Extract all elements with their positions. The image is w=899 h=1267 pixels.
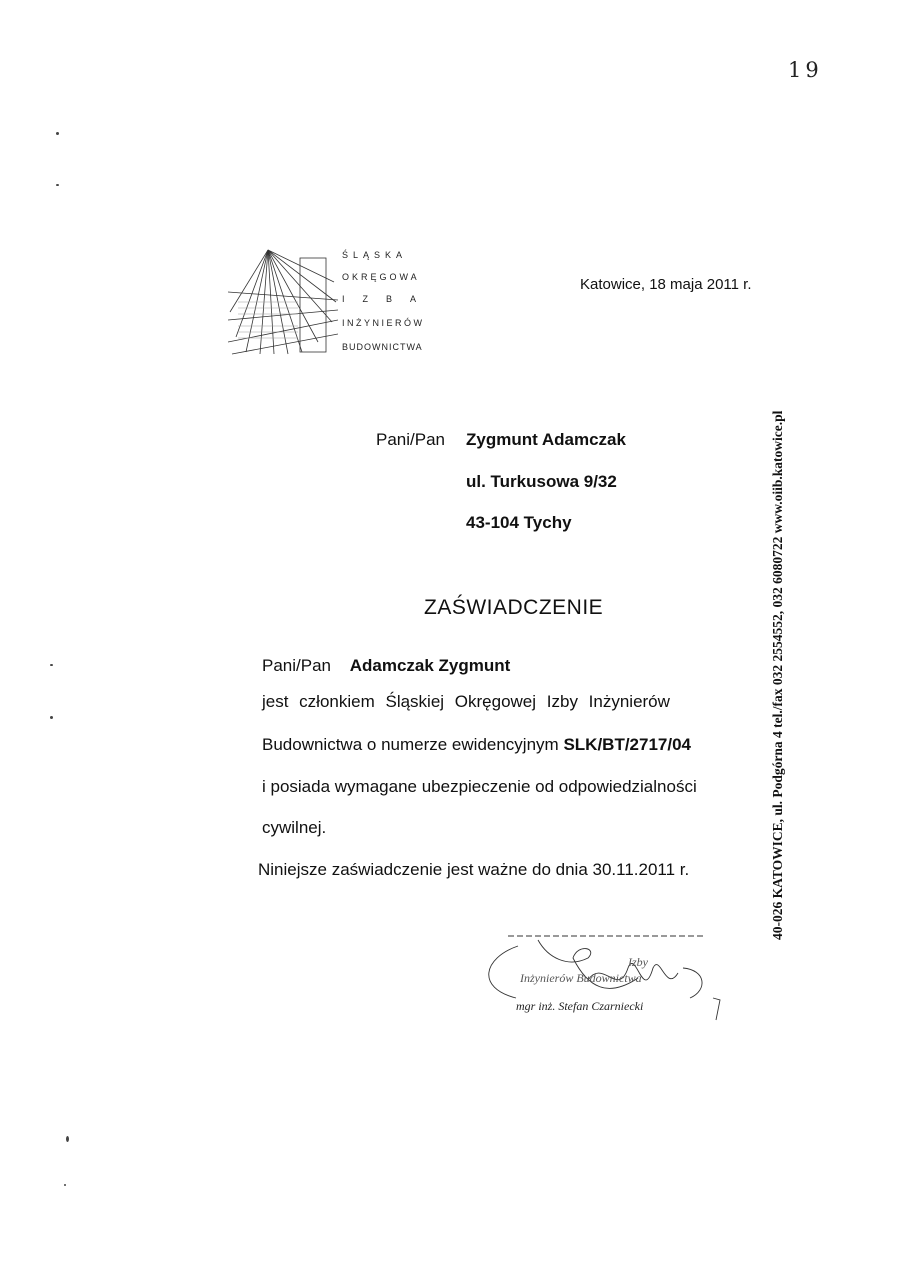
- recipient-city: 43-104 Tychy: [466, 513, 572, 532]
- scan-speck: [66, 1136, 69, 1142]
- body-line-4: cywilnej.: [262, 818, 327, 837]
- svg-text:Izby: Izby: [628, 955, 648, 969]
- scan-speck: [50, 716, 53, 719]
- body-line-2: [262, 735, 691, 755]
- signature-stamp: [478, 928, 728, 1028]
- org-name-line-4: INŻYNIERÓW: [342, 318, 425, 328]
- body-line-3: i posiada wymagane ubezpieczenie od odpowiedzialności: [262, 777, 697, 796]
- body-line-2-prefix: Budownictwa o numerze ewidencyjnym: [262, 735, 559, 754]
- body-line-1: jest członkiem Śląskiej Okręgowej Izby Inżynierów: [262, 692, 670, 711]
- scan-speck: [56, 132, 59, 135]
- date-line: Katowice, 18 maja 2011 r.: [580, 276, 752, 293]
- scan-speck: [64, 1184, 66, 1186]
- org-name-line-1: ŚLĄSKA: [342, 250, 408, 260]
- member-name: Adamczak Zygmunt: [349, 656, 511, 675]
- side-contact-info: 40-026 KATOWICE, ul. Podgórna 4 tel./fax 032 2554552, 032 6080722 www.oiib.katowice.pl: [770, 410, 785, 940]
- svg-text:Inżynierów Budownictwa: Inżynierów Budownictwa: [520, 971, 642, 985]
- body-salutation-line: [262, 656, 510, 676]
- scan-speck: [50, 664, 53, 666]
- org-name-line-3: IZBA: [342, 294, 435, 304]
- recipient-name: Zygmunt Adamczak: [466, 430, 626, 449]
- recipient-salutation: Pani/Pan: [376, 430, 445, 449]
- body-salutation: Pani/Pan: [262, 656, 331, 675]
- page-number: 19: [788, 58, 823, 82]
- chamber-logo: [228, 242, 338, 360]
- validity-line: Niniejsze zaświadczenie jest ważne do dnia 30.11.2011 r.: [258, 860, 690, 879]
- org-name-line-5: BUDOWNICTWA: [342, 342, 423, 352]
- registration-number: SLK/BT/2717/04: [563, 735, 691, 754]
- org-name-line-2: OKRĘGOWA: [342, 272, 420, 282]
- signer-name: mgr inż. Stefan Czarniecki: [516, 999, 644, 1013]
- document-title: ZAŚWIADCZENIE: [424, 596, 604, 619]
- scan-speck: [56, 184, 59, 186]
- recipient-street: ul. Turkusowa 9/32: [466, 472, 617, 491]
